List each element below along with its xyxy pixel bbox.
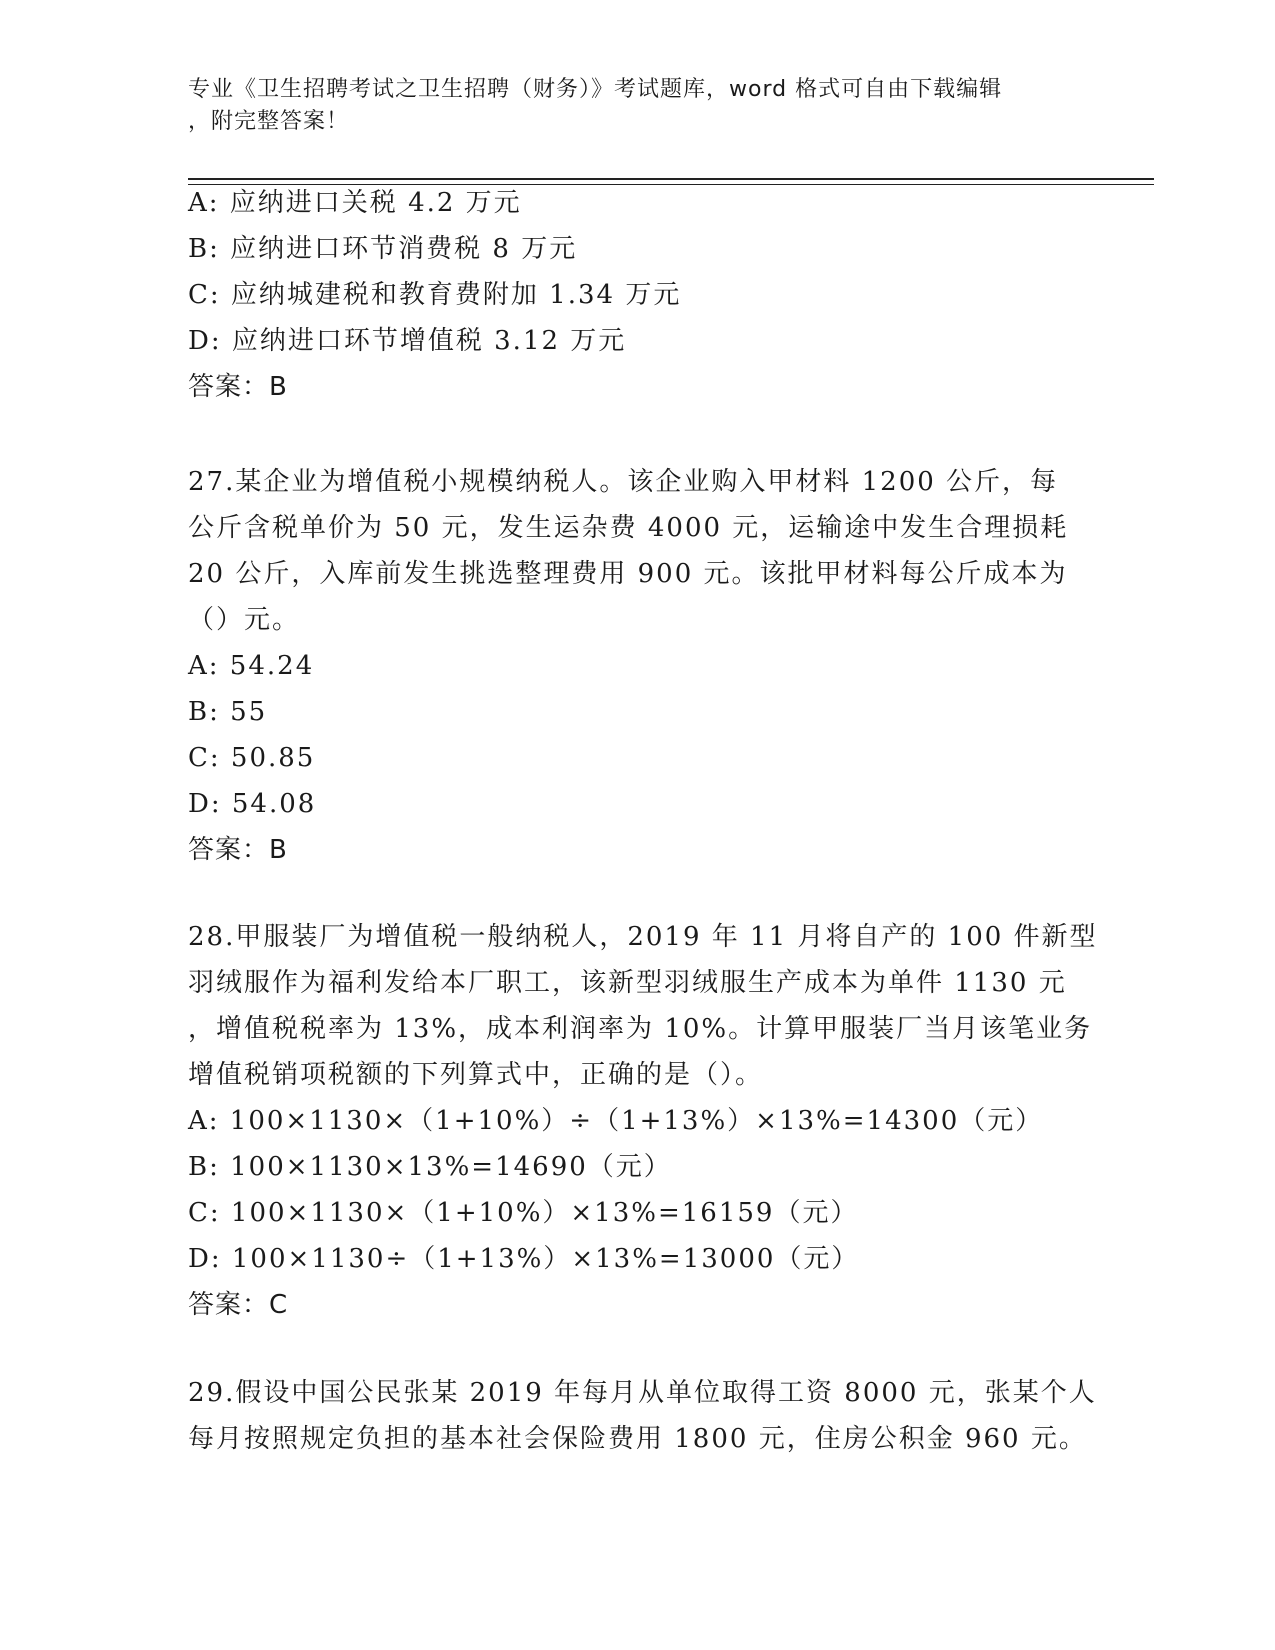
- q27-stem-line-3: 20 公斤，入库前发生挑选整理费用 900 元。该批甲材料每公斤成本为: [188, 559, 1068, 589]
- q28-stem-line-1: 28.甲服装厂为增值税一般纳税人，2019 年 11 月将自产的 100 件新型: [188, 922, 1098, 952]
- q27-stem-line-4: （）元。: [188, 605, 301, 635]
- q29-stem-line-1: 29.假设中国公民张某 2019 年每月从单位取得工资 8000 元，张某个人: [188, 1378, 1097, 1408]
- question-26-block: [188, 180, 1088, 410]
- q28-stem-line-3: ，增值税税率为 13%，成本利润率为 10%。计算甲服装厂当月该笔业务: [188, 1014, 1093, 1044]
- q27-answer: 答案：B: [188, 835, 288, 865]
- q28-answer: 答案：C: [188, 1290, 289, 1320]
- q27-option-c: C: 50.85: [188, 743, 316, 773]
- q27-stem-line-1: 27.某企业为增值税小规模纳税人。该企业购入甲材料 1200 公斤，每: [188, 467, 1059, 497]
- question-27-block: [188, 459, 1088, 873]
- q27-option-a: A: 54.24: [188, 651, 315, 681]
- header-line-2: ，附完整答案！: [188, 109, 350, 134]
- q26-option-c: C: 应纳城建税和教育费附加 1.34 万元: [188, 280, 682, 310]
- q26-option-b: B: 应纳进口环节消费税 8 万元: [188, 234, 578, 264]
- q27-stem-line-2: 公斤含税单价为 50 元，发生运杂费 4000 元，运输途中发生合理损耗: [188, 513, 1069, 543]
- q28-stem-line-2: 羽绒服作为福利发给本厂职工，该新型羽绒服生产成本为单件 1130 元: [188, 968, 1067, 998]
- q28-option-c: C: 100×1130×（1+10%）×13%=16159（元）: [188, 1198, 859, 1228]
- question-29-block: [188, 1370, 1097, 1462]
- q28-option-b: B: 100×1130×13%=14690（元）: [188, 1152, 672, 1182]
- q27-option-d: D: 54.08: [188, 789, 317, 819]
- q26-answer: 答案：B: [188, 372, 288, 402]
- q26-option-a: A: 应纳进口关税 4.2 万元: [188, 188, 522, 218]
- q27-option-b: B: 55: [188, 697, 268, 727]
- q28-option-a: A: 100×1130×（1+10%）÷（1+13%）×13%=14300（元）: [188, 1106, 1044, 1136]
- question-28-block: [188, 914, 1098, 1328]
- q26-option-d: D: 应纳进口环节增值税 3.12 万元: [188, 326, 627, 356]
- q28-stem-line-4: 增值税销项税额的下列算式中，正确的是（）。: [188, 1060, 764, 1090]
- page-header: [188, 74, 1068, 138]
- q29-stem-line-2: 每月按照规定负担的基本社会保险费用 1800 元，住房公积金 960 元。: [188, 1424, 1087, 1454]
- header-line-1: 专业《卫生招聘考试之卫生招聘（财务）》考试题库，word 格式可自由下载编辑: [188, 77, 1003, 102]
- q28-option-d: D: 100×1130÷（1+13%）×13%=13000（元）: [188, 1244, 860, 1274]
